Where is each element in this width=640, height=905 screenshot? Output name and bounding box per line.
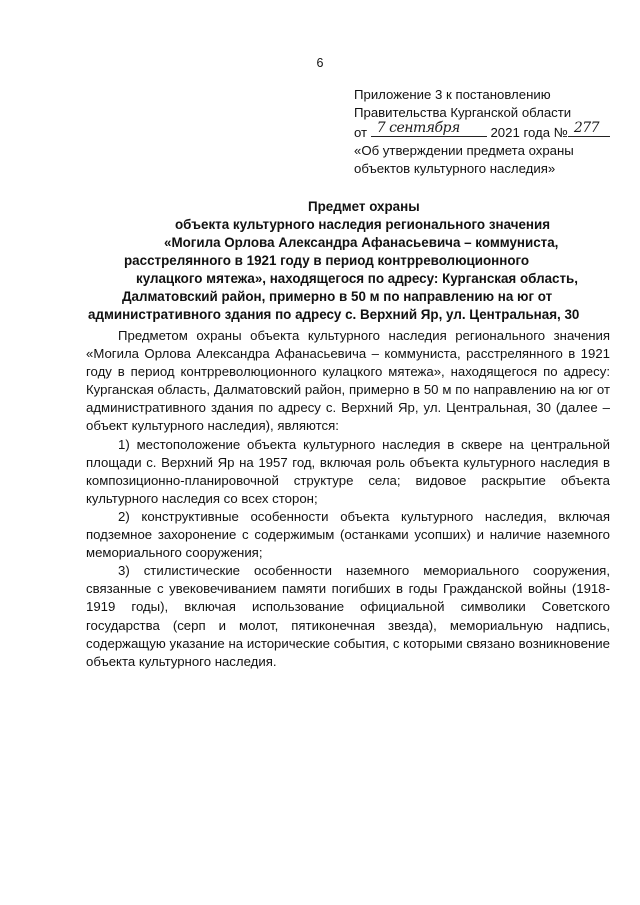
handwritten-number-text: 277 bbox=[573, 120, 600, 136]
title-line-1: Предмет охраны bbox=[308, 199, 420, 214]
handwritten-date bbox=[371, 122, 487, 137]
handwritten-date-text: 7 сентября bbox=[376, 120, 460, 136]
body-item-1: 1) местоположение объекта культурного наследия в сквере на центральной площади с. Верхний Яр на 1957 год, включая роль объекта культурного наследия в композиционно-планировочной структуре села; видовое раскрытие объекта культурного наследия со всех сторон; bbox=[86, 436, 610, 506]
appendix-line-1: Приложение 3 к постановлению bbox=[354, 87, 551, 102]
body-intro-paragraph: Предметом охраны объекта культурного наследия регионального значения «Могила Орлова Александра Афанасьевича – коммуниста, расстрелянного в 1921 году в период контрреволюционного кулацкого мятежа», находящегося по адресу: Курганская область, Далматовский район, примерно в 50 м по направлению на юг от административного здания по адресу с. Верхний Яр, ул. Центральная, 30 (далее – объект культурного наследия), являются: bbox=[86, 328, 610, 434]
title-line-4: расстрелянного в 1921 году в период контрреволюционного bbox=[124, 253, 530, 268]
title-line-6: Далматовский район, примерно в 50 м по направлению на юг от bbox=[122, 289, 553, 304]
handwritten-number bbox=[568, 122, 610, 137]
title-line-7: административного здания по адресу с. Верхний Яр, ул. Центральная, 30 bbox=[88, 307, 580, 322]
appendix-line-5: объектов культурного наследия» bbox=[354, 161, 556, 176]
appendix-line-4: «Об утверждении предмета охраны bbox=[354, 143, 574, 158]
body-item-2: 2) конструктивные особенности объекта культурного наследия, включая подземное захоронение с содержимым (останками усопших) и наличие наземного мемориального сооружения; bbox=[86, 508, 610, 561]
document-body bbox=[86, 327, 610, 671]
title-line-2: объекта культурного наследия регионального значения bbox=[175, 217, 551, 232]
title-line-5: кулацкого мятежа», находящегося по адресу: Курганская область, bbox=[136, 271, 578, 286]
appendix-from-label: от bbox=[354, 125, 368, 140]
appendix-block bbox=[354, 86, 624, 178]
page-number: 6 bbox=[316, 56, 324, 70]
body-item-3: 3) стилистические особенности наземного мемориального сооружения, связанные с увековечиванием памяти погибших в годы Гражданской войны (1918-1919 годы), включая использование официальной символики Советского государства (серп и молот, пятиконечная звезда), мемориальную надпись, содержащую указание на исторические события, с которыми связано возникновение объекта культурного наследия. bbox=[86, 563, 610, 669]
title-line-3: «Могила Орлова Александра Афанасьевича – коммуниста, bbox=[164, 235, 559, 250]
appendix-line-2: Правительства Курганской области bbox=[354, 105, 572, 120]
appendix-year-label: 2021 года № bbox=[490, 125, 568, 140]
appendix-date-line bbox=[354, 122, 624, 142]
